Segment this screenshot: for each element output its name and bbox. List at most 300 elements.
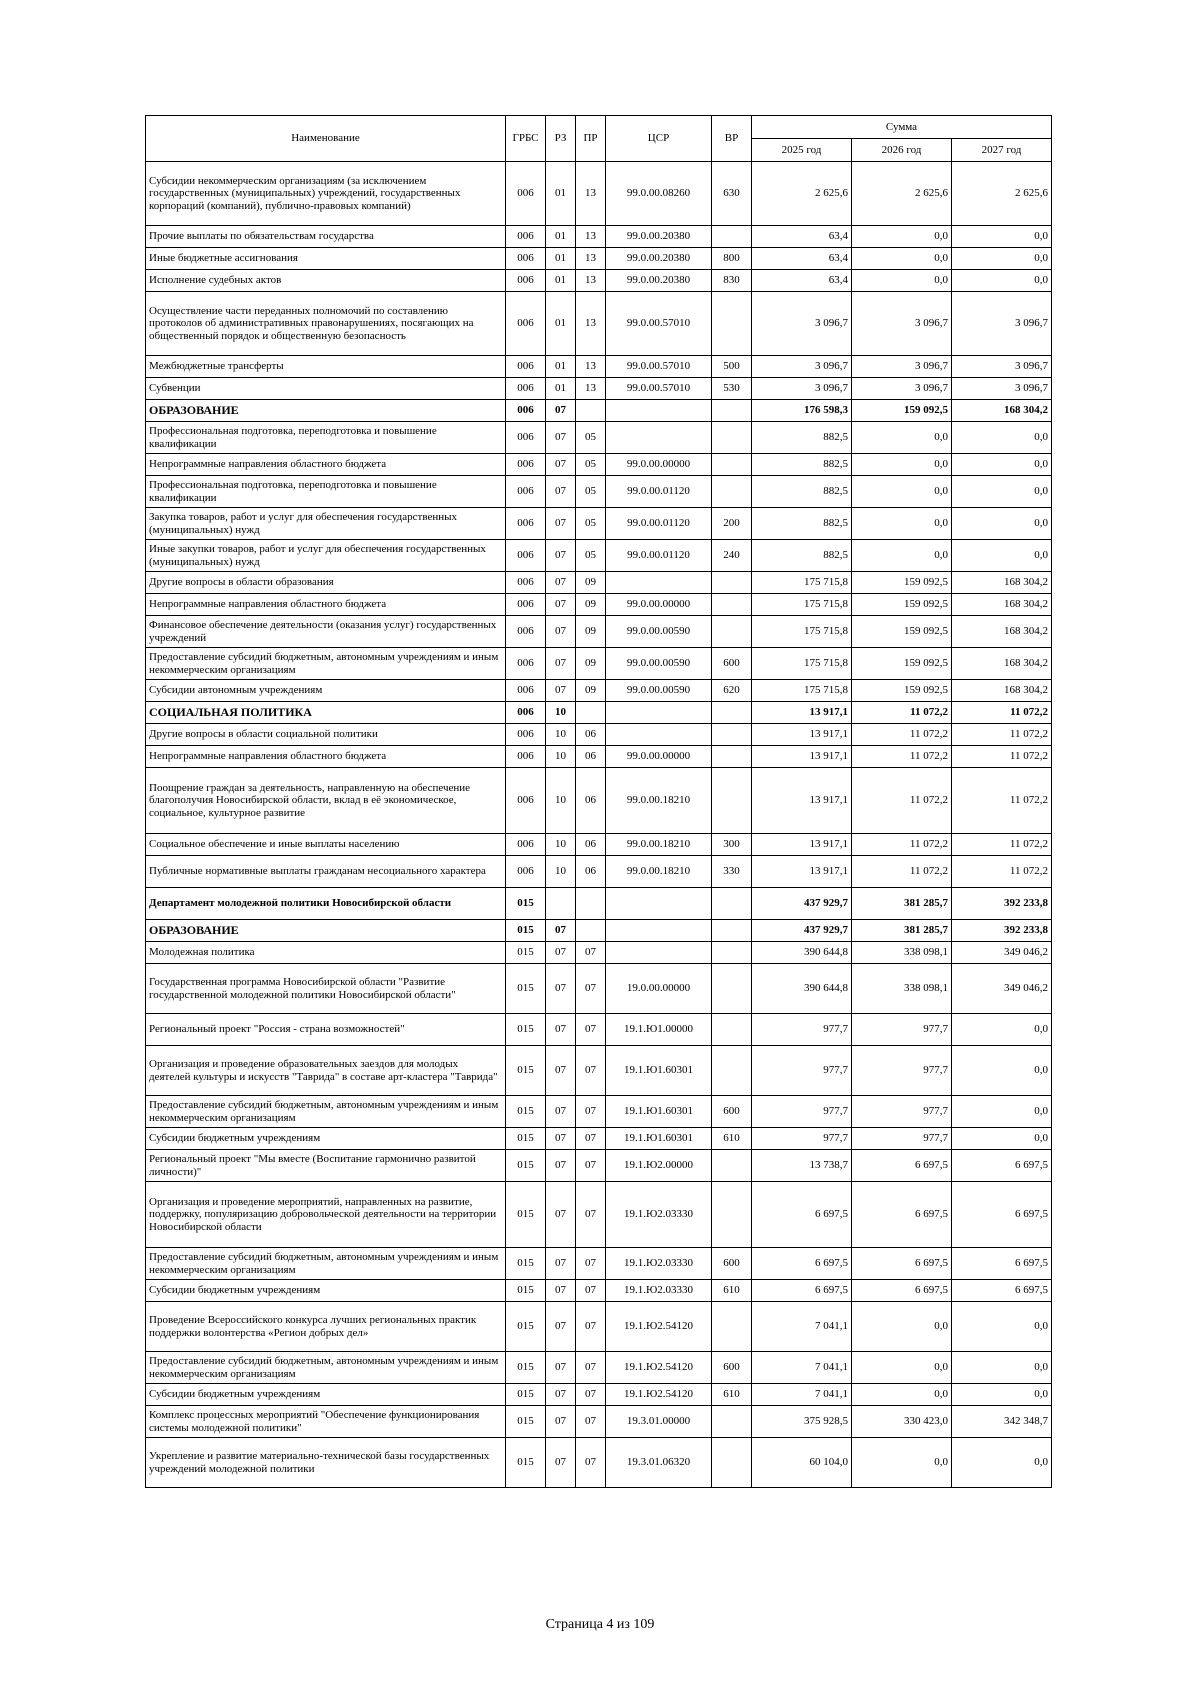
row-name-cell: Непрограммные направления областного бюджета [146,454,506,476]
row-pr-cell: 05 [576,508,606,540]
table-row [146,1096,1052,1128]
table-row [146,1128,1052,1150]
row-name-cell: Субсидии автономным учреждениям [146,680,506,702]
row-sum-2025-cell: 6 697,5 [752,1182,852,1248]
row-name-cell: Исполнение судебных актов [146,270,506,292]
row-vr-cell [712,920,752,942]
row-sum-2027-cell: 0,0 [952,1384,1052,1406]
row-pr-cell: 06 [576,834,606,856]
row-csr-cell: 19.1.Ю2.00000 [606,1150,712,1182]
row-sum-2025-cell: 60 104,0 [752,1438,852,1488]
row-name-cell: Региональный проект "Мы вместе (Воспитание гармонично развитой личности)" [146,1150,506,1182]
table-row [146,400,1052,422]
row-sum-2026-cell: 0,0 [852,1352,952,1384]
row-sum-2025-cell: 6 697,5 [752,1280,852,1302]
row-sum-2025-cell: 175 715,8 [752,594,852,616]
row-rz-cell: 07 [546,1128,576,1150]
row-grbs-cell: 006 [506,746,546,768]
row-sum-2026-cell: 11 072,2 [852,724,952,746]
row-name-cell: ОБРАЗОВАНИЕ [146,400,506,422]
row-sum-2025-cell: 175 715,8 [752,572,852,594]
row-name-cell: Непрограммные направления областного бюджета [146,746,506,768]
header-year-2026: 2026 год [852,139,952,162]
row-grbs-cell: 006 [506,508,546,540]
row-grbs-cell: 015 [506,1280,546,1302]
row-sum-2026-cell: 11 072,2 [852,856,952,888]
row-csr-cell [606,422,712,454]
row-rz-cell: 01 [546,378,576,400]
row-sum-2025-cell: 882,5 [752,454,852,476]
table-row [146,616,1052,648]
row-rz-cell: 07 [546,1352,576,1384]
row-sum-2027-cell: 168 304,2 [952,616,1052,648]
row-sum-2027-cell: 0,0 [952,1128,1052,1150]
row-grbs-cell: 015 [506,1352,546,1384]
row-sum-2027-cell: 11 072,2 [952,702,1052,724]
row-grbs-cell: 006 [506,378,546,400]
table-row [146,1280,1052,1302]
table-row [146,856,1052,888]
row-pr-cell: 05 [576,422,606,454]
table-row [146,920,1052,942]
row-rz-cell: 10 [546,746,576,768]
row-csr-cell: 99.0.00.20380 [606,270,712,292]
table-row [146,768,1052,834]
table-row [146,226,1052,248]
row-pr-cell: 07 [576,1248,606,1280]
row-vr-cell: 630 [712,162,752,226]
row-csr-cell: 99.0.00.00000 [606,454,712,476]
row-rz-cell: 07 [546,476,576,508]
row-rz-cell: 07 [546,1150,576,1182]
row-pr-cell: 05 [576,540,606,572]
row-grbs-cell: 006 [506,648,546,680]
row-sum-2027-cell: 0,0 [952,1096,1052,1128]
row-sum-2025-cell: 7 041,1 [752,1352,852,1384]
row-sum-2027-cell: 0,0 [952,248,1052,270]
row-sum-2025-cell: 13 917,1 [752,724,852,746]
row-grbs-cell: 006 [506,702,546,724]
row-csr-cell [606,572,712,594]
row-rz-cell: 01 [546,270,576,292]
row-vr-cell [712,702,752,724]
row-sum-2025-cell: 882,5 [752,476,852,508]
row-csr-cell: 99.0.00.18210 [606,834,712,856]
row-csr-cell: 99.0.00.57010 [606,292,712,356]
row-vr-cell [712,1046,752,1096]
row-name-cell: Субсидии некоммерческим организациям (за исключением государственных (муниципальных) учреждений, государственных корпораций (компаний), публично-правовых компаний) [146,162,506,226]
row-grbs-cell: 006 [506,162,546,226]
row-sum-2026-cell: 6 697,5 [852,1248,952,1280]
row-vr-cell: 200 [712,508,752,540]
row-name-cell: Предоставление субсидий бюджетным, автономным учреждениям и иным некоммерческим организациям [146,1248,506,1280]
table-row [146,942,1052,964]
header-name: Наименование [146,116,506,162]
row-grbs-cell: 015 [506,1014,546,1046]
row-sum-2027-cell: 0,0 [952,226,1052,248]
row-csr-cell: 19.1.Ю2.54120 [606,1302,712,1352]
table-row [146,1014,1052,1046]
row-sum-2027-cell: 2 625,6 [952,162,1052,226]
row-sum-2026-cell: 0,0 [852,422,952,454]
row-sum-2025-cell: 390 644,8 [752,942,852,964]
row-sum-2027-cell: 6 697,5 [952,1248,1052,1280]
header-rz: РЗ [546,116,576,162]
row-grbs-cell: 015 [506,1384,546,1406]
table-row [146,1150,1052,1182]
row-rz-cell: 01 [546,162,576,226]
table-row [146,680,1052,702]
row-sum-2026-cell: 330 423,0 [852,1406,952,1438]
row-rz-cell: 07 [546,1302,576,1352]
row-csr-cell: 99.0.00.18210 [606,856,712,888]
row-pr-cell: 07 [576,1150,606,1182]
row-grbs-cell: 006 [506,476,546,508]
table-row [146,964,1052,1014]
row-sum-2027-cell: 349 046,2 [952,964,1052,1014]
row-grbs-cell: 015 [506,888,546,920]
row-csr-cell: 19.1.Ю1.00000 [606,1014,712,1046]
row-name-cell: Организация и проведение образовательных заездов для молодых деятелей культуры и искусств "Таврида" в составе арт-кластера "Таврида" [146,1046,506,1096]
row-grbs-cell: 015 [506,1248,546,1280]
row-grbs-cell: 015 [506,1438,546,1488]
row-pr-cell: 07 [576,1438,606,1488]
row-sum-2025-cell: 3 096,7 [752,356,852,378]
row-sum-2026-cell: 338 098,1 [852,964,952,1014]
table-row [146,1384,1052,1406]
row-sum-2026-cell: 6 697,5 [852,1150,952,1182]
row-sum-2026-cell: 6 697,5 [852,1182,952,1248]
row-name-cell: Иные бюджетные ассигнования [146,248,506,270]
row-name-cell: Другие вопросы в области образования [146,572,506,594]
row-sum-2026-cell: 11 072,2 [852,702,952,724]
row-csr-cell: 99.0.00.01120 [606,540,712,572]
row-csr-cell: 19.1.Ю2.03330 [606,1182,712,1248]
row-rz-cell: 01 [546,226,576,248]
row-pr-cell: 09 [576,594,606,616]
row-csr-cell [606,888,712,920]
row-sum-2025-cell: 176 598,3 [752,400,852,422]
row-csr-cell [606,702,712,724]
row-name-cell: Региональный проект "Россия - страна возможностей" [146,1014,506,1046]
row-rz-cell: 10 [546,856,576,888]
table-header [146,116,1052,162]
row-vr-cell: 600 [712,1096,752,1128]
row-sum-2025-cell: 13 917,1 [752,834,852,856]
row-name-cell: Профессиональная подготовка, переподготовка и повышение квалификации [146,422,506,454]
table-row [146,702,1052,724]
row-pr-cell: 13 [576,226,606,248]
row-sum-2026-cell: 3 096,7 [852,292,952,356]
table-row [146,248,1052,270]
row-sum-2027-cell: 0,0 [952,1014,1052,1046]
row-csr-cell [606,920,712,942]
row-rz-cell: 10 [546,724,576,746]
row-grbs-cell: 006 [506,454,546,476]
row-pr-cell: 07 [576,1384,606,1406]
row-rz-cell: 07 [546,648,576,680]
row-sum-2027-cell: 0,0 [952,1046,1052,1096]
row-grbs-cell: 006 [506,856,546,888]
row-rz-cell: 07 [546,616,576,648]
table-row [146,378,1052,400]
row-csr-cell: 19.0.00.00000 [606,964,712,1014]
row-rz-cell: 07 [546,1096,576,1128]
row-rz-cell: 07 [546,964,576,1014]
row-sum-2027-cell: 3 096,7 [952,356,1052,378]
row-sum-2026-cell: 0,0 [852,1384,952,1406]
row-csr-cell: 99.0.00.57010 [606,378,712,400]
row-pr-cell: 09 [576,648,606,680]
row-name-cell: Субсидии бюджетным учреждениям [146,1384,506,1406]
row-sum-2027-cell: 392 233,8 [952,888,1052,920]
row-sum-2026-cell: 0,0 [852,1302,952,1352]
row-grbs-cell: 006 [506,834,546,856]
table-row [146,834,1052,856]
row-name-cell: Профессиональная подготовка, переподготовка и повышение квалификации [146,476,506,508]
row-vr-cell [712,1150,752,1182]
row-vr-cell [712,1302,752,1352]
row-sum-2026-cell: 11 072,2 [852,768,952,834]
row-rz-cell: 07 [546,508,576,540]
row-pr-cell: 07 [576,1280,606,1302]
row-name-cell: Государственная программа Новосибирской области "Развитие государственной молодежной политики Новосибирской области" [146,964,506,1014]
table-row [146,270,1052,292]
row-pr-cell: 09 [576,572,606,594]
row-grbs-cell: 015 [506,1302,546,1352]
row-sum-2027-cell: 0,0 [952,1302,1052,1352]
row-sum-2027-cell: 0,0 [952,508,1052,540]
row-name-cell: Осуществление части переданных полномочий по составлению протоколов об административных правонарушениях, посягающих на общественный порядок и общественную безопасность [146,292,506,356]
row-sum-2026-cell: 159 092,5 [852,400,952,422]
row-name-cell: Иные закупки товаров, работ и услуг для обеспечения государственных (муниципальных) нужд [146,540,506,572]
row-pr-cell: 09 [576,616,606,648]
table-row [146,572,1052,594]
row-grbs-cell: 006 [506,724,546,746]
row-sum-2027-cell: 6 697,5 [952,1182,1052,1248]
row-rz-cell [546,888,576,920]
table-row [146,888,1052,920]
row-sum-2025-cell: 977,7 [752,1128,852,1150]
row-sum-2027-cell: 6 697,5 [952,1280,1052,1302]
row-sum-2025-cell: 2 625,6 [752,162,852,226]
row-sum-2025-cell: 175 715,8 [752,648,852,680]
row-sum-2027-cell: 0,0 [952,540,1052,572]
row-grbs-cell: 006 [506,356,546,378]
row-grbs-cell: 006 [506,680,546,702]
row-name-cell: ОБРАЗОВАНИЕ [146,920,506,942]
row-name-cell: Субвенции [146,378,506,400]
row-sum-2026-cell: 977,7 [852,1128,952,1150]
row-name-cell: Департамент молодежной политики Новосибирской области [146,888,506,920]
row-rz-cell: 07 [546,400,576,422]
row-name-cell: Закупка товаров, работ и услуг для обеспечения государственных (муниципальных) нужд [146,508,506,540]
row-csr-cell: 99.0.00.00000 [606,746,712,768]
row-grbs-cell: 006 [506,292,546,356]
row-sum-2025-cell: 882,5 [752,508,852,540]
row-sum-2026-cell: 159 092,5 [852,680,952,702]
row-grbs-cell: 015 [506,920,546,942]
row-sum-2027-cell: 168 304,2 [952,594,1052,616]
row-sum-2027-cell: 6 697,5 [952,1150,1052,1182]
row-name-cell: Межбюджетные трансферты [146,356,506,378]
row-sum-2025-cell: 13 917,1 [752,702,852,724]
row-sum-2026-cell: 0,0 [852,248,952,270]
row-grbs-cell: 015 [506,1150,546,1182]
row-sum-2026-cell: 338 098,1 [852,942,952,964]
row-grbs-cell: 015 [506,1046,546,1096]
table-body [146,162,1052,1488]
row-sum-2027-cell: 11 072,2 [952,724,1052,746]
row-sum-2027-cell: 168 304,2 [952,680,1052,702]
table-row [146,1438,1052,1488]
row-csr-cell: 19.1.Ю2.03330 [606,1248,712,1280]
row-vr-cell [712,768,752,834]
row-sum-2026-cell: 977,7 [852,1046,952,1096]
row-sum-2025-cell: 977,7 [752,1014,852,1046]
header-year-2025: 2025 год [752,139,852,162]
row-name-cell: Комплекс процессных мероприятий "Обеспечение функционирования системы молодежной политики" [146,1406,506,1438]
row-rz-cell: 07 [546,1406,576,1438]
row-vr-cell: 600 [712,648,752,680]
row-pr-cell: 07 [576,964,606,1014]
row-sum-2027-cell: 0,0 [952,476,1052,508]
row-rz-cell: 01 [546,292,576,356]
row-csr-cell [606,942,712,964]
row-pr-cell: 07 [576,1352,606,1384]
row-sum-2027-cell: 342 348,7 [952,1406,1052,1438]
row-rz-cell: 10 [546,768,576,834]
row-vr-cell: 610 [712,1384,752,1406]
row-pr-cell [576,702,606,724]
row-vr-cell [712,616,752,648]
row-sum-2025-cell: 175 715,8 [752,616,852,648]
row-name-cell: СОЦИАЛЬНАЯ ПОЛИТИКА [146,702,506,724]
row-sum-2026-cell: 977,7 [852,1014,952,1046]
row-vr-cell [712,572,752,594]
row-vr-cell [712,422,752,454]
row-name-cell: Социальное обеспечение и иные выплаты населению [146,834,506,856]
table-row [146,540,1052,572]
row-sum-2025-cell: 13 917,1 [752,856,852,888]
row-sum-2026-cell: 0,0 [852,508,952,540]
row-grbs-cell: 006 [506,422,546,454]
row-rz-cell: 10 [546,702,576,724]
row-sum-2025-cell: 7 041,1 [752,1384,852,1406]
table-row [146,454,1052,476]
row-pr-cell: 06 [576,768,606,834]
table-row [146,1352,1052,1384]
row-sum-2027-cell: 11 072,2 [952,856,1052,888]
row-sum-2027-cell: 0,0 [952,1438,1052,1488]
row-pr-cell [576,920,606,942]
row-sum-2027-cell: 349 046,2 [952,942,1052,964]
row-csr-cell: 19.1.Ю2.54120 [606,1352,712,1384]
row-pr-cell: 13 [576,378,606,400]
row-pr-cell: 07 [576,1302,606,1352]
row-sum-2025-cell: 977,7 [752,1096,852,1128]
table-row [146,476,1052,508]
row-vr-cell: 610 [712,1128,752,1150]
row-rz-cell: 07 [546,1014,576,1046]
row-sum-2026-cell: 0,0 [852,270,952,292]
row-vr-cell: 610 [712,1280,752,1302]
row-pr-cell: 07 [576,1014,606,1046]
row-vr-cell [712,942,752,964]
row-sum-2025-cell: 13 917,1 [752,746,852,768]
row-sum-2026-cell: 159 092,5 [852,594,952,616]
row-vr-cell [712,594,752,616]
row-name-cell: Поощрение граждан за деятельность, направленную на обеспечение благополучия Новосибирской области, вклад в её экономическое, социальное, культурное развитие [146,768,506,834]
header-grbs: ГРБС [506,116,546,162]
row-pr-cell: 13 [576,292,606,356]
row-sum-2025-cell: 3 096,7 [752,292,852,356]
row-sum-2025-cell: 437 929,7 [752,888,852,920]
row-sum-2027-cell: 11 072,2 [952,746,1052,768]
row-rz-cell: 07 [546,540,576,572]
row-name-cell: Предоставление субсидий бюджетным, автономным учреждениям и иным некоммерческим организациям [146,648,506,680]
row-sum-2025-cell: 882,5 [752,422,852,454]
row-grbs-cell: 015 [506,942,546,964]
row-name-cell: Проведение Всероссийского конкурса лучших региональных практик поддержки волонтерства «Регион добрых дел» [146,1302,506,1352]
table-row [146,1182,1052,1248]
row-grbs-cell: 006 [506,400,546,422]
row-sum-2026-cell: 0,0 [852,540,952,572]
row-sum-2027-cell: 11 072,2 [952,768,1052,834]
row-grbs-cell: 006 [506,248,546,270]
row-csr-cell: 99.0.00.08260 [606,162,712,226]
row-pr-cell: 05 [576,454,606,476]
row-csr-cell: 99.0.00.57010 [606,356,712,378]
row-pr-cell: 07 [576,1406,606,1438]
row-sum-2026-cell: 381 285,7 [852,888,952,920]
row-pr-cell: 09 [576,680,606,702]
row-sum-2026-cell: 0,0 [852,476,952,508]
budget-table [145,115,1052,1488]
row-sum-2027-cell: 0,0 [952,422,1052,454]
row-name-cell: Субсидии бюджетным учреждениям [146,1128,506,1150]
row-name-cell: Непрограммные направления областного бюджета [146,594,506,616]
row-csr-cell [606,400,712,422]
row-rz-cell: 07 [546,422,576,454]
row-sum-2026-cell: 3 096,7 [852,378,952,400]
row-vr-cell: 330 [712,856,752,888]
row-vr-cell [712,888,752,920]
row-sum-2025-cell: 13 738,7 [752,1150,852,1182]
row-sum-2026-cell: 3 096,7 [852,356,952,378]
row-name-cell: Субсидии бюджетным учреждениям [146,1280,506,1302]
table-row [146,508,1052,540]
row-rz-cell: 07 [546,942,576,964]
row-csr-cell: 99.0.00.20380 [606,226,712,248]
row-pr-cell: 07 [576,1182,606,1248]
row-vr-cell [712,1182,752,1248]
row-grbs-cell: 015 [506,1096,546,1128]
row-rz-cell: 07 [546,920,576,942]
row-rz-cell: 07 [546,680,576,702]
row-sum-2025-cell: 375 928,5 [752,1406,852,1438]
table-row [146,648,1052,680]
row-name-cell: Укрепление и развитие материально-технической базы государственных учреждений молодежной политики [146,1438,506,1488]
row-sum-2026-cell: 11 072,2 [852,746,952,768]
row-sum-2027-cell: 392 233,8 [952,920,1052,942]
row-vr-cell: 530 [712,378,752,400]
row-csr-cell: 19.1.Ю1.60301 [606,1096,712,1128]
row-sum-2025-cell: 6 697,5 [752,1248,852,1280]
row-grbs-cell: 006 [506,572,546,594]
row-rz-cell: 07 [546,572,576,594]
row-vr-cell: 620 [712,680,752,702]
